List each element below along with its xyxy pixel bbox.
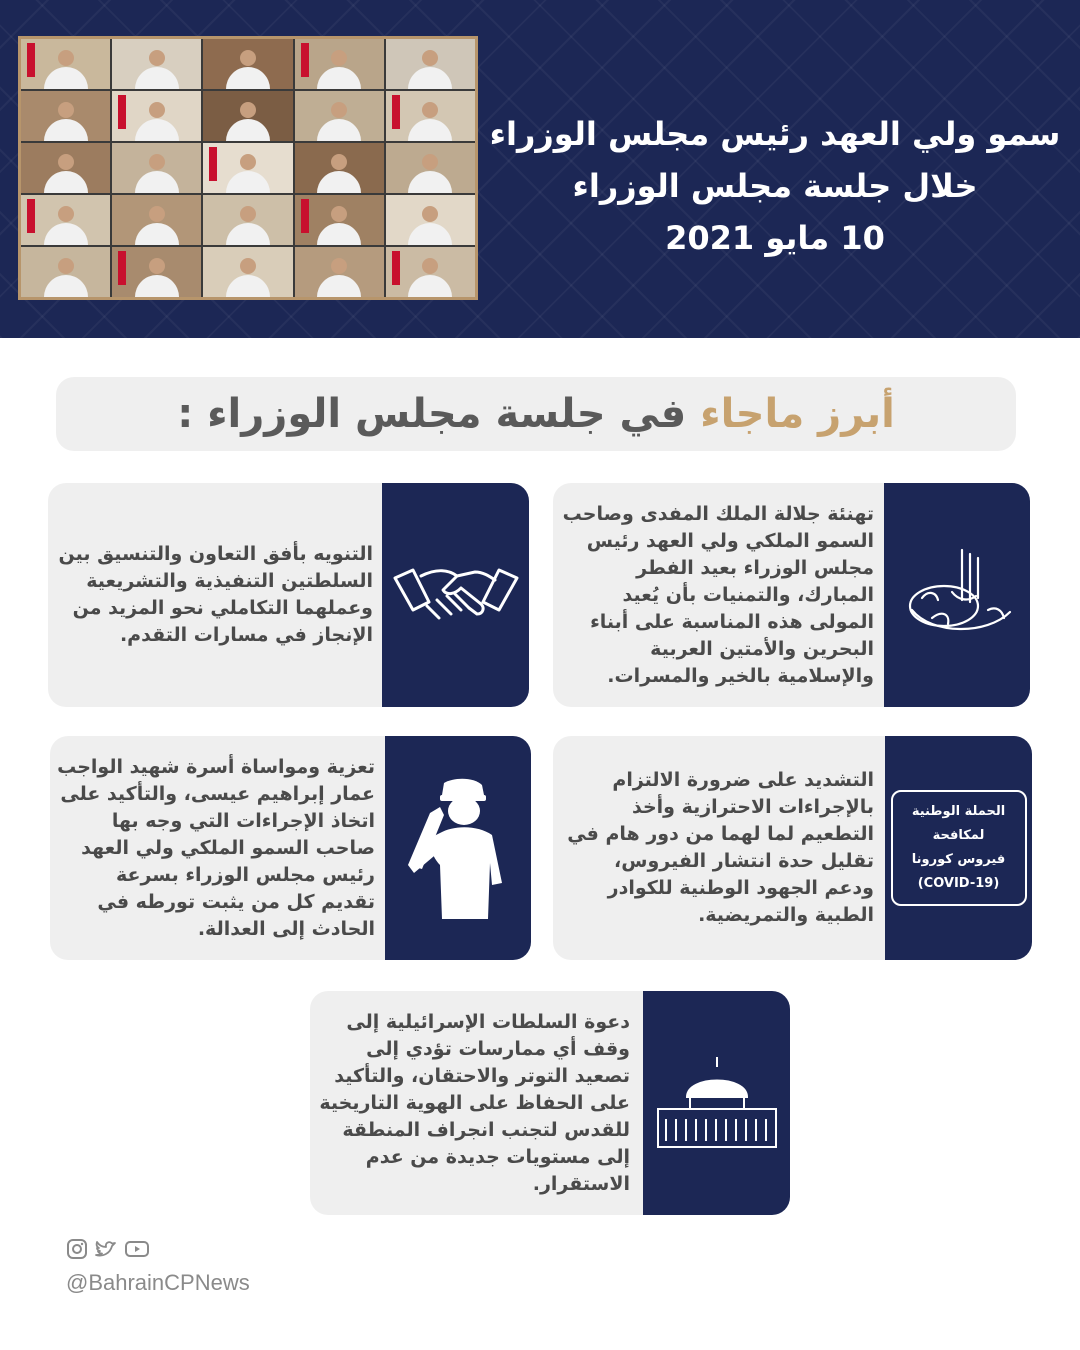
flag-decoration <box>392 251 400 285</box>
participant-head <box>331 50 347 66</box>
participant-head <box>331 206 347 222</box>
participant-head <box>240 206 256 222</box>
flag-decoration <box>209 147 217 181</box>
participant-head <box>240 50 256 66</box>
card-jerusalem <box>310 991 790 1215</box>
video-tile <box>21 195 110 245</box>
flag-decoration <box>27 199 35 233</box>
twitter-icon[interactable] <box>94 1238 118 1264</box>
flag-decoration <box>118 251 126 285</box>
video-tile <box>295 91 384 141</box>
participant-robe <box>226 67 270 89</box>
participant-head <box>422 154 438 170</box>
participant-robe <box>135 171 179 193</box>
participant-head <box>331 258 347 274</box>
card-text: دعوة السلطات الإسرائيلية إلى وقف أي ممارسات تؤدي إلى تصعيد التوتر والاحتقان، والتأكيد على الحفاظ على الهوية التاريخية للقدس لتجنب انجراف المنطقة إلى مستويات جديدة من عدم الاستقرار. <box>319 1010 630 1195</box>
card-icon-box <box>884 483 1030 707</box>
card-icon-box <box>885 736 1032 960</box>
participant-head <box>58 50 74 66</box>
video-tile <box>21 247 110 297</box>
badge-line: فيروس كورونا <box>911 852 1006 867</box>
participant-robe <box>317 171 361 193</box>
participant-head <box>149 206 165 222</box>
participant-robe <box>408 67 452 89</box>
video-tile <box>386 195 475 245</box>
card-icon-box <box>385 736 531 960</box>
video-tile <box>21 39 110 89</box>
video-tile <box>21 91 110 141</box>
participant-robe <box>44 275 88 297</box>
video-tile <box>21 143 110 193</box>
participant-head <box>422 206 438 222</box>
video-tile <box>112 143 201 193</box>
participant-head <box>240 102 256 118</box>
participant-head <box>58 206 74 222</box>
participant-robe <box>226 119 270 141</box>
participant-robe <box>408 275 452 297</box>
participant-robe <box>226 275 270 297</box>
video-tile <box>386 39 475 89</box>
video-tile <box>295 195 384 245</box>
participant-robe <box>44 223 88 245</box>
video-tile <box>203 143 292 193</box>
video-tile <box>203 91 292 141</box>
header-title <box>480 108 1070 264</box>
participant-head <box>149 102 165 118</box>
flag-decoration <box>392 95 400 129</box>
video-tile <box>112 39 201 89</box>
card-text: التشديد على ضرورة الالتزام بالإجراءات الاحترازية وأخذ التطعيم لما لهما من دور هام في تقليل حدة انتشار الفيروس، ودعم الجهود الوطنية للكوادر الطبية والتمريضية. <box>567 769 874 926</box>
participant-head <box>149 258 165 274</box>
video-tile <box>112 247 201 297</box>
social-handle[interactable]: @BahrainCPNews <box>66 1270 250 1295</box>
participant-robe <box>317 119 361 141</box>
flag-decoration <box>118 95 126 129</box>
flag-decoration <box>27 43 35 77</box>
card-text: تهنئة جلالة الملك المفدى وصاحب السمو الملكي ولي العهد رئيس مجلس الوزراء بعيد الفطر المبارك، والتمنيات بأن يُعيد المولى هذه المناسبة على أبناء البحرين والأمتين العربية والإسلامية بالخير والمسرات. <box>562 502 874 687</box>
participant-robe <box>44 67 88 89</box>
participant-robe <box>135 275 179 297</box>
section-title <box>56 377 1016 451</box>
instagram-icon[interactable] <box>66 1238 88 1264</box>
badge-line: لمكافحة <box>932 828 985 843</box>
participant-head <box>58 154 74 170</box>
card-icon-box <box>643 991 790 1215</box>
participant-robe <box>408 119 452 141</box>
video-tile <box>112 195 201 245</box>
flag-decoration <box>301 199 309 233</box>
participant-robe <box>408 171 452 193</box>
participant-head <box>331 102 347 118</box>
participant-robe <box>226 171 270 193</box>
participant-head <box>58 258 74 274</box>
participant-robe <box>44 171 88 193</box>
badge-line: الحملة الوطنية <box>911 804 1006 819</box>
dome-of-the-rock-icon <box>652 1053 782 1153</box>
card-condolence <box>50 736 531 960</box>
social-icons <box>66 1238 150 1264</box>
eid-calligraphy-icon <box>892 540 1022 650</box>
card-covid <box>553 736 1032 960</box>
card-text: التنويه بأفق التعاون والتنسيق بين السلطتين التنفيذية والتشريعية وعملهما التكاملي نحو المزيد من الإنجاز في مسارات التقدم. <box>58 543 373 646</box>
participant-head <box>422 50 438 66</box>
participant-robe <box>135 223 179 245</box>
participant-robe <box>317 67 361 89</box>
youtube-icon[interactable] <box>124 1238 150 1264</box>
covid-campaign-badge <box>891 790 1027 906</box>
header-title-line-1: سمو ولي العهد رئيس مجلس الوزراء <box>489 115 1061 153</box>
participant-head <box>422 258 438 274</box>
header-title-date: 10 مايو 2021 <box>665 219 885 257</box>
participant-robe <box>408 223 452 245</box>
card-cooperation <box>48 483 529 707</box>
saluting-officer-icon <box>398 773 518 923</box>
section-title-rest: في جلسة مجلس الوزراء : <box>177 391 687 437</box>
participant-robe <box>317 275 361 297</box>
participant-head <box>149 154 165 170</box>
card-eid-greeting <box>553 483 1030 707</box>
video-tile <box>112 91 201 141</box>
header-banner <box>0 0 1080 338</box>
participant-head <box>331 154 347 170</box>
video-tile <box>295 247 384 297</box>
participant-robe <box>44 119 88 141</box>
participant-head <box>422 102 438 118</box>
video-tile <box>203 247 292 297</box>
participant-head <box>149 50 165 66</box>
participant-head <box>240 154 256 170</box>
flag-decoration <box>301 43 309 77</box>
badge-line: (COVID-19) <box>917 876 1000 891</box>
video-tile <box>203 39 292 89</box>
participant-head <box>240 258 256 274</box>
card-text: تعزية ومواساة أسرة شهيد الواجب عمار إبراهيم عيسى، والتأكيد على اتخاذ الإجراءات التي وجه بها صاحب السمو الملكي ولي العهد رئيس مجلس الوزراء بسرعة تقديم كل من يثبت تورطه في الحادث إلى العدالة. <box>57 755 375 940</box>
handshake-icon <box>391 550 521 640</box>
video-tile <box>386 91 475 141</box>
participant-robe <box>317 223 361 245</box>
participant-robe <box>135 119 179 141</box>
video-tile <box>386 143 475 193</box>
participant-head <box>58 102 74 118</box>
video-tile <box>295 143 384 193</box>
video-tile <box>203 195 292 245</box>
participant-robe <box>226 223 270 245</box>
participant-robe <box>135 67 179 89</box>
video-tile <box>386 247 475 297</box>
video-tile <box>295 39 384 89</box>
video-conference-photo <box>18 36 478 300</box>
card-icon-box <box>382 483 529 707</box>
header-title-line-2: خلال جلسة مجلس الوزراء <box>572 167 978 205</box>
section-title-accent: أبرز ماجاء <box>700 391 895 437</box>
